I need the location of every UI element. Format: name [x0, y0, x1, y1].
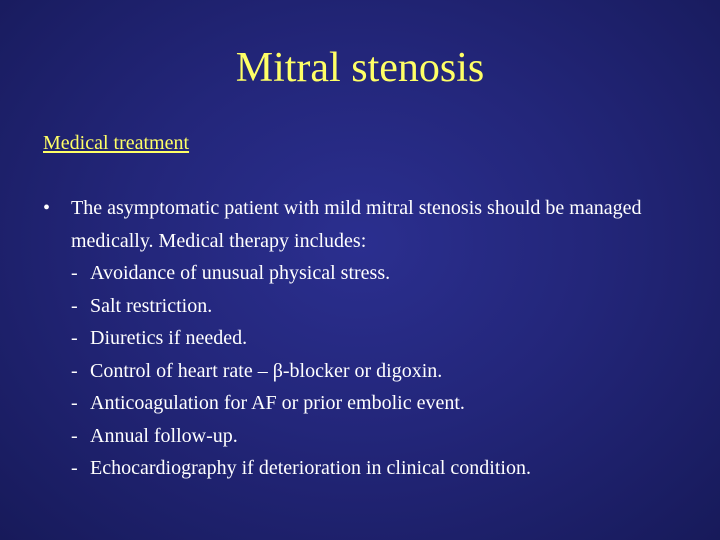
therapy-item-text: Anticoagulation for AF or prior embolic event.	[90, 392, 465, 414]
therapy-item	[71, 322, 683, 355]
therapy-item	[71, 355, 683, 388]
therapy-item	[71, 257, 683, 290]
slide-title: Mitral stenosis	[235, 45, 485, 91]
therapy-item-text: Annual follow-up.	[90, 424, 238, 447]
therapy-item-text: Salt restriction.	[90, 294, 213, 317]
therapy-item-text: Avoidance of unusual physical stress.	[90, 262, 391, 284]
dash-marker: -	[71, 359, 78, 382]
bullet-marker: •	[43, 197, 51, 219]
therapy-item	[71, 387, 683, 420]
therapy-item-text: Echocardiography if deterioration in clinical condition.	[90, 457, 531, 479]
dash-marker: -	[71, 327, 78, 349]
therapy-item-text: Diuretics if needed.	[90, 327, 248, 349]
dash-marker: -	[71, 262, 78, 284]
therapy-item	[71, 452, 683, 485]
therapy-item	[71, 420, 683, 453]
bullet-text: The asymptomatic patient with mild mitral stenosis should be managed medically. Medical therapy includes:	[71, 197, 642, 252]
dash-marker: -	[71, 424, 78, 447]
therapy-list	[43, 257, 683, 485]
bullet-item	[43, 192, 683, 257]
dash-marker: -	[71, 392, 78, 414]
therapy-item	[71, 290, 683, 323]
therapy-item-text: Control of heart rate – β-blocker or digoxin.	[90, 359, 443, 382]
section-heading: Medical treatment	[43, 132, 190, 154]
dash-marker: -	[71, 294, 78, 317]
dash-marker: -	[71, 457, 78, 479]
bullet-block	[43, 192, 683, 485]
